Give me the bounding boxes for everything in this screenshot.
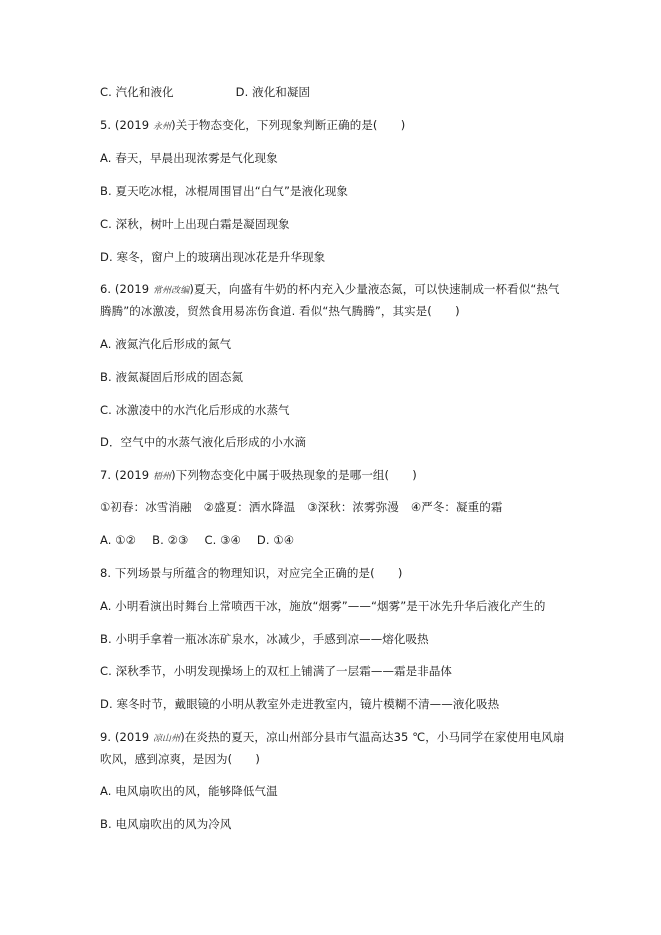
q6-option-a: A. 液氮汽化后形成的氮气 <box>100 337 232 351</box>
q8-option-b: B. 小明手拿着一瓶冰冻矿泉水，冰减少，手感到凉——熔化吸热 <box>100 632 429 646</box>
q5-option-b: B. 夏天吃冰棍，冰棍周围冒出“白气”是液化现象 <box>100 184 349 198</box>
question-5 <box>100 117 600 135</box>
question-7 <box>100 467 600 485</box>
item-2: ②盛夏：洒水降温 <box>203 500 296 514</box>
item-4: ④严冬：凝重的霜 <box>410 500 503 514</box>
q9-option-b: B. 电风扇吹出的风为冷风 <box>100 817 232 831</box>
option-b: B. ②③ <box>152 533 189 547</box>
question-6-continued: 腾腾”的冰激凌，贸然食用易冻伤食道. 看似“热气腾腾”，其实是( ) <box>100 304 460 318</box>
option-c: C. ③④ <box>204 533 241 547</box>
question-number: 9. (2019 <box>100 730 153 744</box>
q4-options-cd <box>100 84 600 100</box>
item-3: ③深秋：浓雾弥漫 <box>307 500 399 514</box>
question-source: 梧州 <box>152 472 172 482</box>
question-9-continued: 吹风，感到凉爽，是因为( ) <box>100 752 260 766</box>
option-d: D. ①④ <box>256 533 295 547</box>
question-text: )下列物态变化中属于吸热现象的是哪一组( ) <box>171 468 417 482</box>
question-number: 7. (2019 <box>100 468 153 482</box>
question-source: 常州改编 <box>152 286 190 296</box>
option-a: A. ①② <box>100 533 137 547</box>
q6-option-b: B. 液氮凝固后形成的固态氮 <box>100 370 244 384</box>
q7-items <box>100 499 600 515</box>
question-6 <box>100 281 600 299</box>
q8-option-a: A. 小明看演出时舞台上常喷西干冰，施放“烟雾”——“烟雾”是干冰先升华后液化产生的 <box>100 599 546 613</box>
q5-option-a: A. 春天，早晨出现浓雾是气化现象 <box>100 151 278 165</box>
question-number: 5. (2019 <box>100 118 153 132</box>
q5-option-d: D. 寒冬，窗户上的玻璃出现冰花是升华现象 <box>100 250 326 264</box>
q8-option-d: D. 寒冬时节，戴眼镜的小明从教室外走进教室内，镜片模糊不清——液化吸热 <box>100 697 500 711</box>
q8-option-c: C. 深秋季节，小明发现操场上的双杠上铺满了一层霜——霜是非晶体 <box>100 664 453 678</box>
option-d: D. 液化和凝固 <box>235 85 311 99</box>
question-text: )关于物态变化，下列现象判断正确的是( ) <box>171 118 406 132</box>
question-source: 凉山州 <box>152 734 181 744</box>
q5-option-c: C. 深秋，树叶上出现白霜是凝固现象 <box>100 217 290 231</box>
option-c: C. 汽化和液化 <box>100 85 174 99</box>
q7-options <box>100 532 600 548</box>
question-text: )在炎热的夏天，凉山州部分县市气温高达35 ℃，小马同学在家使用电风扇 <box>180 730 565 744</box>
item-1: ①初春：冰雪消融 <box>100 500 192 514</box>
question-text: )夏天，向盛有牛奶的杯内充入少量液态氮，可以快速制成一杯看似“热气 <box>189 282 560 296</box>
q6-option-d: D．空气中的水蒸气液化后形成的小水滴 <box>100 435 307 449</box>
question-8: 8. 下列场景与所蕴含的物理知识，对应完全正确的是( ) <box>100 566 403 580</box>
question-9 <box>100 729 600 747</box>
q9-option-a: A. 电风扇吹出的风，能够降低气温 <box>100 784 278 798</box>
question-number: 6. (2019 <box>100 282 153 296</box>
q6-option-c: C. 冰激凌中的水汽化后形成的水蒸气 <box>100 403 290 417</box>
question-source: 永州 <box>152 122 172 132</box>
